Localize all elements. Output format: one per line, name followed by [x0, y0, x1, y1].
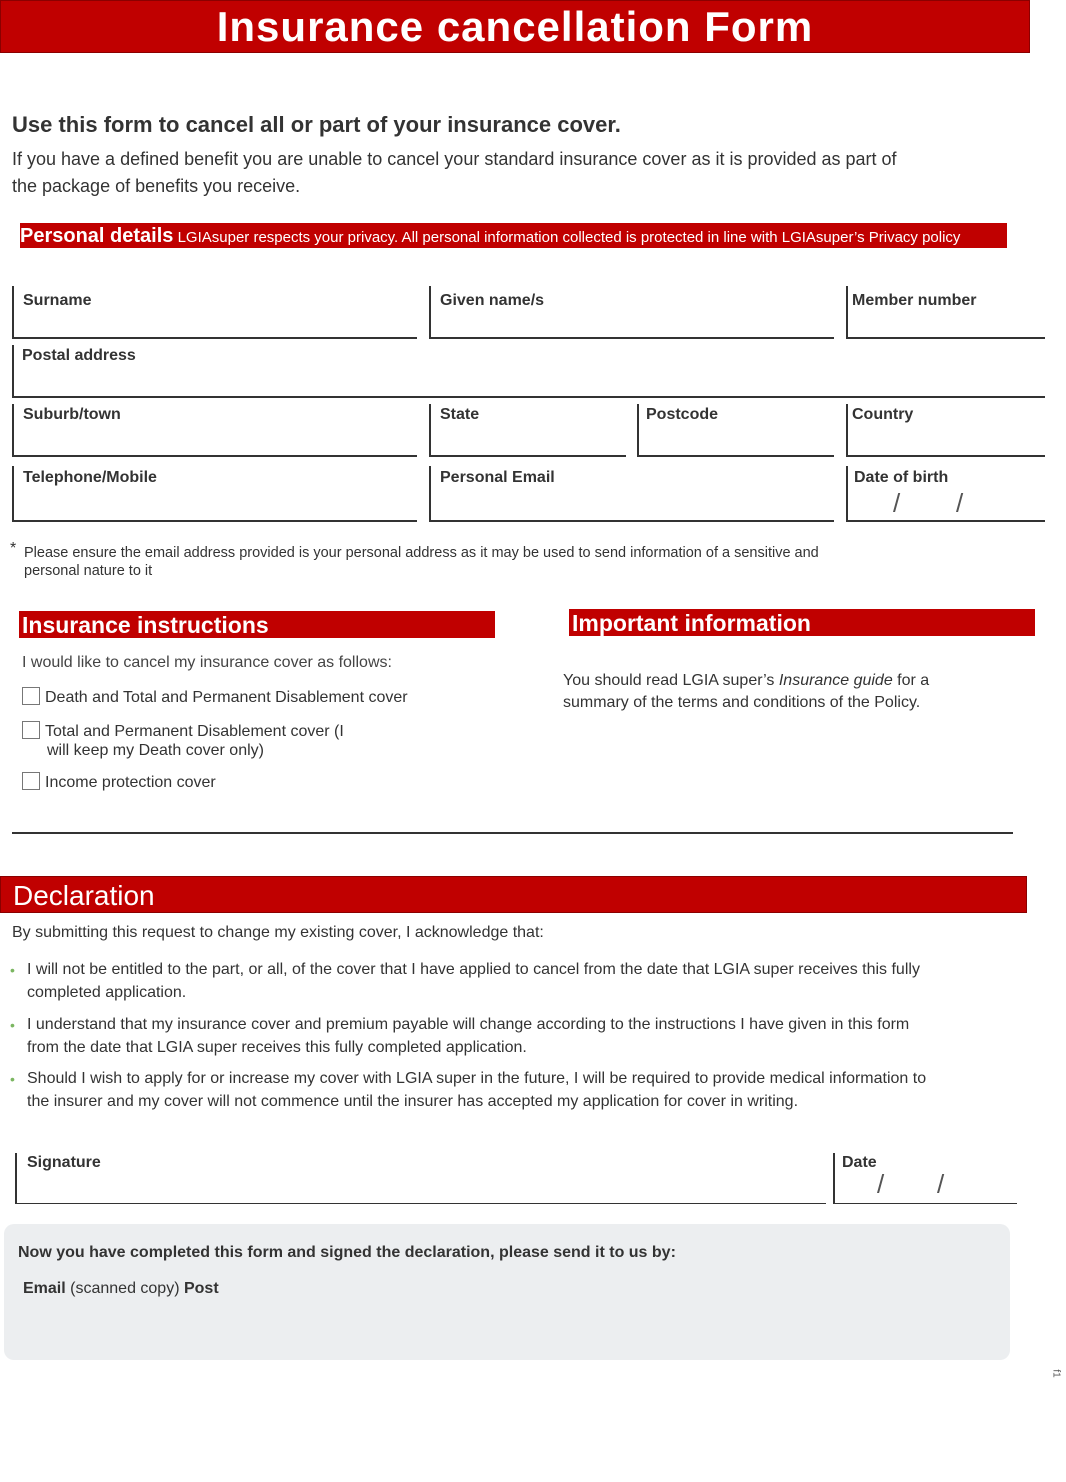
telephone-label: Telephone/Mobile — [23, 469, 157, 486]
postcode-field[interactable] — [637, 404, 834, 457]
declaration-item-3-line-1: Should I wish to apply for or increase my cover with LGIA super in the future, I will be required to provide medical information to — [27, 1070, 927, 1087]
intro-paragraph — [12, 146, 1012, 200]
income-protection-checkbox[interactable] — [22, 772, 40, 790]
state-field[interactable] — [429, 404, 626, 457]
tpd-option-line-1: Total and Permanent Disablement cover (I — [45, 723, 344, 740]
state-label: State — [440, 406, 480, 423]
postal-address-field[interactable] — [12, 345, 1045, 398]
email-note-line-2: personal nature to it — [24, 563, 153, 579]
declaration-item-2-line-2: from the date that LGIA super receives this fully completed application. — [27, 1039, 527, 1056]
declaration-item-2-line-1: I understand that my insurance cover and premium payable will change according to the instructions I have given in this form — [27, 1016, 910, 1033]
signature-date-label: Date — [842, 1154, 877, 1171]
date-slash-2: / — [937, 1169, 945, 1199]
declaration-bullet: • — [10, 962, 15, 978]
death-tpd-option-label: Death and Total and Permanent Disablement cover — [45, 689, 408, 706]
death-tpd-checkbox[interactable] — [22, 687, 40, 705]
declaration-item-3-line-2: the insurer and my cover will not commence until the insurer has accepted my application for cover in writing. — [27, 1093, 799, 1110]
form-title: Insurance cancellation Form — [0, 0, 1030, 53]
send-instructions-heading: Now you have completed this form and signed the declaration, please send it to us by: — [18, 1244, 676, 1261]
date-slash-1: / — [877, 1169, 885, 1199]
email-label: Personal Email — [440, 469, 555, 486]
declaration-item — [27, 1067, 987, 1113]
signature-date-field[interactable] — [833, 1153, 1017, 1204]
member-number-field[interactable] — [846, 286, 1045, 339]
privacy-statement: LGIAsuper respects your privacy. All personal information collected is protected in line with LGIAsuper’s Privacy policy — [177, 229, 961, 246]
postal-address-label: Postal address — [22, 347, 136, 364]
send-instructions-panel — [4, 1224, 1010, 1360]
declaration-item-1-line-1: I will not be entitled to the part, or all, of the cover that I have applied to cancel from the date that LGIA super receives this fully — [27, 961, 920, 978]
insurance-instructions-intro: I would like to cancel my insurance cover as follows: — [22, 654, 392, 671]
dob-field[interactable] — [846, 466, 1045, 522]
telephone-field[interactable] — [12, 466, 417, 522]
send-post-label: Post — [183, 1280, 219, 1297]
dob-slash-1: / — [893, 488, 901, 518]
send-email-label: Email — [23, 1280, 66, 1297]
important-info-line-1 — [563, 670, 983, 692]
section-divider — [12, 832, 1013, 834]
important-info-line-2: summary of the terms and conditions of the Policy. — [563, 694, 921, 711]
tpd-option-label — [45, 722, 344, 760]
surname-field[interactable] — [12, 286, 417, 339]
postcode-label: Postcode — [646, 406, 719, 423]
send-scanned-note: (scanned copy) — [70, 1280, 180, 1297]
income-protection-option-label: Income protection cover — [45, 774, 216, 791]
insurance-instructions-heading: Insurance instructions — [19, 611, 495, 638]
declaration-item-1-line-2: completed application. — [27, 984, 187, 1001]
declaration-heading: Declaration — [0, 876, 1027, 913]
intro-heading: Use this form to cancel all or part of your insurance cover. — [12, 112, 621, 137]
intro-line-1: If you have a defined benefit you are unable to cancel your standard insurance cover as it is provided as part of — [12, 149, 897, 169]
signature-label: Signature — [27, 1154, 101, 1171]
signature-field[interactable] — [15, 1153, 826, 1204]
surname-label: Surname — [23, 292, 92, 309]
country-field[interactable] — [846, 404, 1045, 457]
tpd-checkbox[interactable] — [22, 721, 40, 739]
given-names-field[interactable] — [429, 286, 834, 339]
suburb-label: Suburb/town — [23, 406, 121, 423]
note-asterisk: * — [10, 540, 17, 557]
important-information-heading: Important information — [569, 609, 1035, 636]
country-label: Country — [852, 406, 914, 423]
email-note — [24, 544, 924, 580]
page-number: f1 — [1050, 1369, 1062, 1378]
member-number-label: Member number — [852, 292, 977, 309]
important-info-text-before: You should read LGIA super’s — [563, 672, 779, 689]
dob-label: Date of birth — [854, 469, 949, 486]
intro-line-2: the package of benefits you receive. — [12, 176, 301, 196]
important-information-text — [563, 670, 983, 714]
declaration-intro: By submitting this request to change my existing cover, I acknowledge that: — [12, 924, 544, 941]
send-methods — [23, 1280, 219, 1298]
declaration-bullet: • — [10, 1071, 15, 1087]
important-info-text-after: for a — [892, 672, 930, 689]
insurance-guide-title: Insurance guide — [778, 672, 893, 689]
declaration-bullet: • — [10, 1017, 15, 1033]
personal-details-bar — [20, 223, 1007, 248]
email-note-line-1: Please ensure the email address provided is your personal address as it may be used to send information of a sensitive and — [24, 545, 819, 561]
tpd-option-line-2: will keep my Death cover only) — [47, 742, 264, 759]
given-names-label: Given name/s — [440, 292, 545, 309]
suburb-field[interactable] — [12, 404, 417, 457]
personal-details-heading: Personal details — [20, 225, 174, 247]
declaration-item — [27, 1013, 987, 1059]
dob-slash-2: / — [956, 488, 964, 518]
email-field[interactable] — [429, 466, 834, 522]
declaration-item — [27, 958, 987, 1004]
